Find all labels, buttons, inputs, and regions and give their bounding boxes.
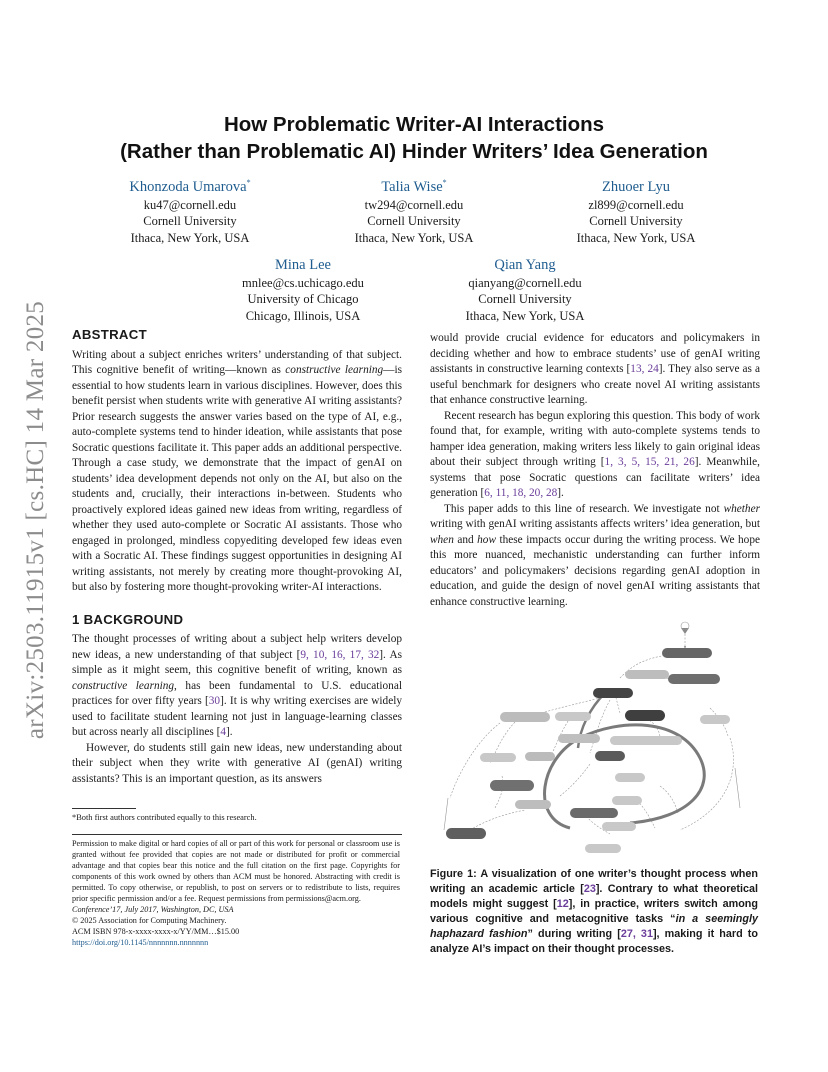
permission-block <box>72 838 400 948</box>
citation-link[interactable]: 13, 24 <box>630 363 659 375</box>
citation-link[interactable]: 1, 3, 5, 15, 21, 26 <box>604 456 695 468</box>
paper-title-line-1: How Problematic Writer-AI Interactions <box>223 113 605 136</box>
figure-1-caption: Figure 1: A visualization of one writer’s thought process when writing an academic article [23]. Contrary to what theoretical models might suggest [12], in practice, writers switch among various cognitive and metacognitive tasks “in a seemingly haphazard fashion” during writing [27, 31], making it hard to analyze AI’s impact on their thought processes. <box>430 868 758 955</box>
author-block-1 <box>80 173 300 246</box>
conference-line: Conference’17, July 2017, Washington, DC, USA <box>72 905 234 914</box>
author-footnote: *Both first authors contributed equally to this research. <box>72 813 257 822</box>
author-affiliation: Cornell University <box>143 214 237 229</box>
author-block-3 <box>526 173 746 246</box>
right-paragraph-2: Recent research has begun exploring this question. This body of work found that, for example, writing with auto-complete systems tends to hamper idea generation, making writers less likely to gain original ideas about their subject through writing [1, 3, 5, 15, 21, 26]. Meanwhile, systems that pose Socratic questions can facilitate writers’ idea generation [6, 11, 18, 20, 28]. <box>430 409 760 499</box>
citation-link[interactable]: 9, 10, 16, 17, 32 <box>300 648 380 661</box>
arxiv-identifier-text: arXiv:2503.11915v1 [cs.HC] 14 Mar 2025 <box>22 300 50 740</box>
author-name: Mina Lee <box>275 256 331 273</box>
author-location: Ithaca, New York, USA <box>465 308 585 323</box>
author-name: Zhuoer Lyu <box>601 178 671 195</box>
paper-title-line-2: (Rather than Problematic AI) Hinder Writers’ Idea Generation <box>120 140 708 163</box>
right-paragraph-1: would provide crucial evidence for educators and policymakers in deciding whether and how to embrace students’ use of genAI writing assistants in constructive learning contexts [13, 24]. They also serve as a useful benchmark for designers who create novel AI writing assistants that enhance constructive learning. <box>430 332 761 406</box>
author-email: tw294@cornell.edu <box>364 197 464 212</box>
author-name: Khonzoda Umarova* <box>129 178 251 195</box>
graph-nodes <box>446 648 730 853</box>
author-affiliation: Cornell University <box>367 214 461 229</box>
author-affiliation: Cornell University <box>478 292 572 307</box>
right-column <box>430 331 760 610</box>
author-location: Ithaca, New York, USA <box>354 230 474 245</box>
doi-link[interactable]: https://doi.org/10.1145/nnnnnnn.nnnnnnn <box>72 938 209 947</box>
background-heading: 1 BACKGROUND <box>72 611 184 627</box>
citation-link[interactable]: 27, 31 <box>620 928 653 940</box>
author-email: mnlee@cs.uchicago.edu <box>242 275 364 290</box>
author-location: Chicago, Illinois, USA <box>245 308 361 323</box>
author-name: Talia Wise* <box>381 178 447 195</box>
footnote-divider <box>72 808 136 809</box>
citation-link[interactable]: 30 <box>208 695 221 707</box>
author-block-2 <box>304 173 524 246</box>
abstract-paragraph: Writing about a subject enriches writers’ understanding of that subject. This cognitive benefit of writing—known as constructive learning—is essential to how students learn in various disciplines. However, does this benefit persist when students write with generative AI writing assistants? Prior research suggests the answer varies based on the type of AI, e.g., auto-complete systems tend to hinder ideation, while assistants that pose Socratic questions facilitate it. This paper adds an additional perspective. Through a case study, we demonstrate that the impact of genAI on students’ idea development depends not only on the AI, but also on the students and, crucially, their interactions in-between. Students who proactively explored ideas gained new ideas from writing, regardless of whether they used auto-complete or Socratic AI assistants. Those who engaged in prolonged, mindless copyediting developed few ideas even with a Socratic AI. These findings suggest opportunities in designing AI writing assistants, not merely by creating more thought-provoking AI, but also by fostering more thought-provoking writer-AI interactions. <box>72 348 402 593</box>
copyright-line: © 2025 Association for Computing Machinery. <box>72 916 227 925</box>
thought-process-graph-svg <box>430 618 760 858</box>
citation-link[interactable]: 23 <box>583 883 596 895</box>
permission-text: Permission to make digital or hard copies of all or part of this work for personal or classroom use is granted without fee provided that copies are not made or distributed for profit or commercial advantage and that copies bear this notice and the full citation on the first page. Copyrights for components of this work owned by others than ACM must be honored. Abstracting with credit is permitted. To copy otherwise, or republish, to post on servers or to redistribute to lists, requires prior specific permission and/or a fee. Request permissions from permissions@acm.org. <box>72 839 400 903</box>
citation-link[interactable]: 6, 11, 18, 20, 28 <box>484 487 558 499</box>
right-paragraph-3: This paper adds to this line of research. We investigate not whether writing with genAI writing assistants affects writers’ idea generation, but when and how these impacts occur during the writing process. We hope this more nuanced, mechanistic understanding can further inform educators’ and policymakers’ decisions regarding genAI adoption in education, and guide the design of novel genAI writing assistants that enhance constructive learning. <box>430 502 760 608</box>
author-location: Ithaca, New York, USA <box>576 230 696 245</box>
arxiv-identifier-stamp <box>6 280 66 760</box>
figure-1-thought-process-graph <box>430 618 760 858</box>
author-affiliation: Cornell University <box>589 214 683 229</box>
author-block-5 <box>415 251 635 324</box>
background-paragraph-1: The thought processes of writing about a subject help writers develop new ideas, a new understanding of that subject [9, 10, 16, 17, 32]. As simple as it might seem, this cognitive benefit of writing, known as constructive learning, has been fundamental to U.S. educational practices for over fifty years [30]. It is why writing exercises are widely used to facilitate student learning not just in language-learning classes but across nearly all disciplines [4]. <box>72 633 403 738</box>
author-block-4 <box>193 251 413 324</box>
background-paragraph-2: However, do students still gain new ideas, new understanding about their subject when they write with generative AI (genAI) writing assistants? This is an important question, as its answers <box>72 741 402 785</box>
author-name: Qian Yang <box>494 256 556 273</box>
citation-link[interactable]: 4 <box>220 726 227 738</box>
isbn-line: ACM ISBN 978-x-xxxx-xxxx-x/YY/MM…$15.00 <box>72 927 240 936</box>
left-column <box>72 327 402 787</box>
author-email: zl899@cornell.edu <box>588 197 684 212</box>
paper-title <box>60 111 768 165</box>
author-location: Ithaca, New York, USA <box>130 230 250 245</box>
citation-link[interactable]: 12 <box>556 898 569 910</box>
author-affiliation: University of Chicago <box>247 292 359 307</box>
author-email: qianyang@cornell.edu <box>468 275 582 290</box>
author-email: ku47@cornell.edu <box>143 197 237 212</box>
abstract-heading: ABSTRACT <box>72 327 147 342</box>
permission-divider <box>72 834 402 835</box>
